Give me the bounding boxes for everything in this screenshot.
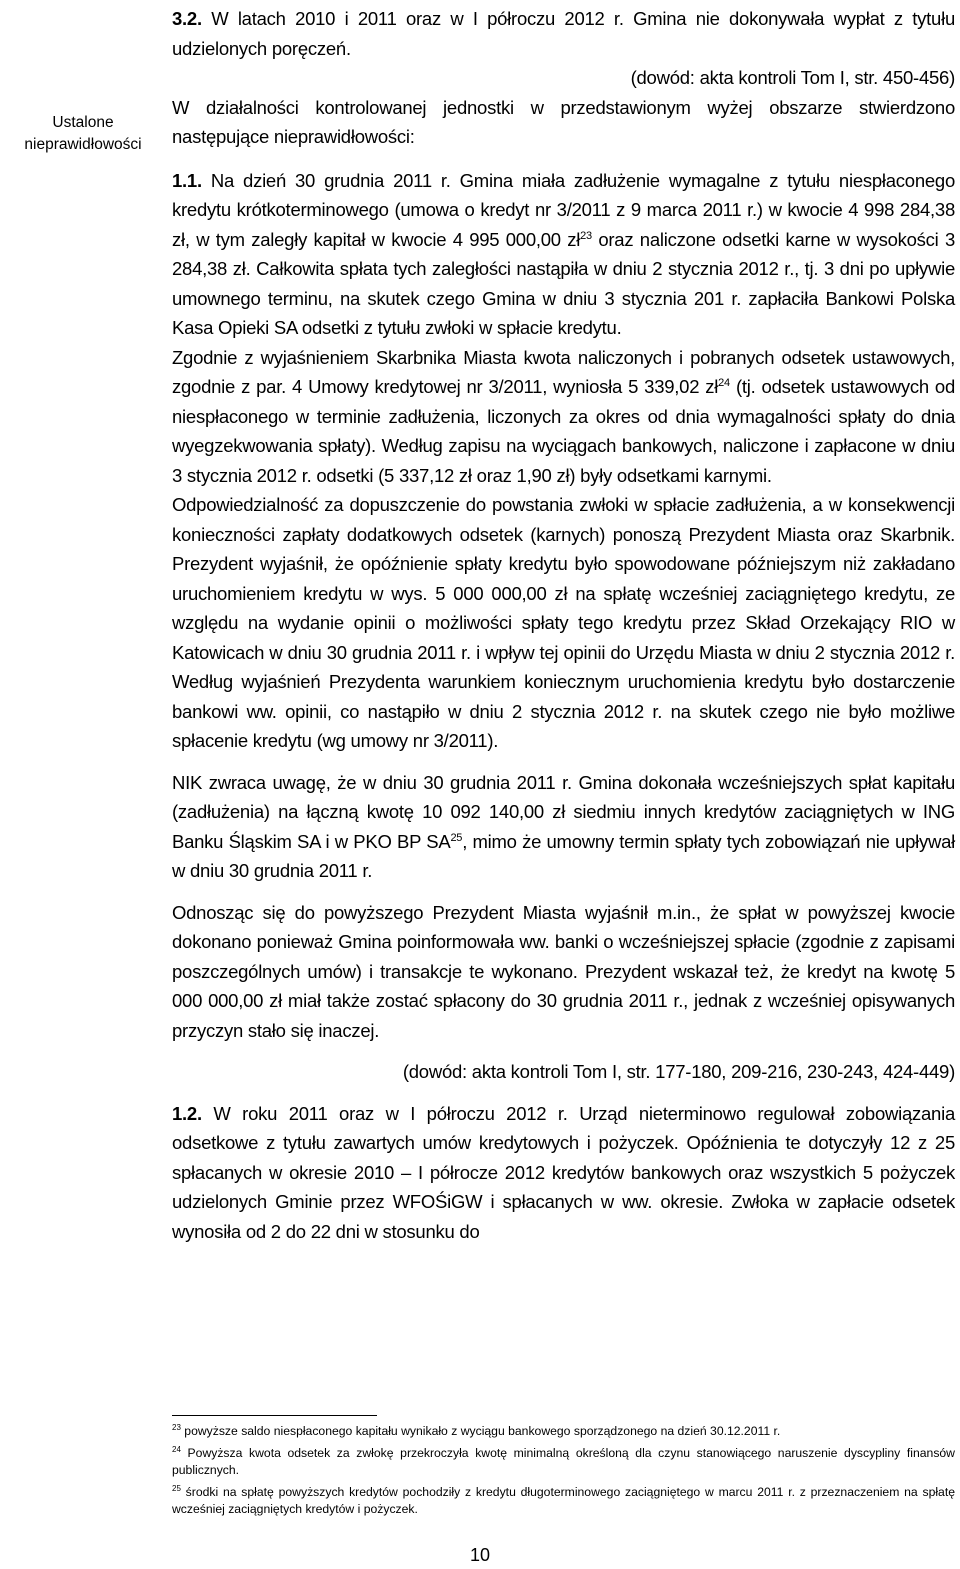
item1-paragraph4: NIK zwraca uwagę, że w dniu 30 grudnia 2011 r. Gmina dokonała wcześniejszych spłat kapitału (zadłużenia) na łączną kwotę 10 092 140,00 zł siedmiu innych kredytów zaciągniętych w ING Banku Śląskim SA i w PKO BP SA$^{25}$, mimo że umowny termin spłaty tych zobowiązań nie upływał w dniu 30 grudnia 2011 r. [172, 771, 955, 881]
item1-number: 1.1. [172, 169, 202, 191]
footnote-25: $^{25}$ środki na spłatę powyższych kredytów pochodziły z kredytu długoterminowego zaciągniętego w marcu 2011 r. z przeznaczeniem na spłatę wcześniej zaciągniętych kredytów i pożyczek. [172, 1484, 955, 1516]
margin-note [0, 112, 166, 156]
margin-note-line2: nieprawidłowości [24, 136, 142, 153]
page-number: 10 [469, 1545, 491, 1565]
footnote-ref-24: 24 [718, 377, 730, 389]
item1-paragraph2: Zgodnie z wyjaśnieniem Skarbnika Miasta kwota naliczonych i pobranych odsetek ustawowych, zgodnie z par. 4 Umowy kredytowej nr 3/2011, wyniosła 5 339,02 $zł^{24}$ (tj. odsetek ustawowych od niespłaconego w terminie zadłużenia, liczonych za okres od dnia wymagalności spłaty do dnia wyegzekwowania spłaty). Według zapisu na wyciągach bankowych, naliczone i zapłacone w dniu 3 stycznia 2012 r. odsetki (5 337,12 zł oraz 1,90 zł) były odsetkami karnymi. [172, 346, 955, 486]
footnote-24: $^{24}$ Powyższa kwota odsetek za zwłokę przekroczyła kwotę minimalną określoną dla czynu stanowiącego naruszenie dyscypliny finansów publicznych. [172, 1445, 955, 1477]
footnote-23: $^{23}$ powyższe saldo niespłaconego kapitału wynikało z wyciągu bankowego sporządzonego na dzień 30.12.2011 r. [172, 1423, 781, 1438]
document-body [172, 4, 955, 1246]
section-heading [172, 4, 955, 63]
section-evidence: (dowód: akta kontroli Tom I, str. 450-456) [630, 67, 955, 88]
item2-paragraph: 1.2. W roku 2011 oraz w I półroczu 2012 r. Urząd nieterminowo regulował zobowiązania odsetkowe z tytułu zawartych umów kredytowych i pożyczek. Opóźnienia te dotyczyły 12 z 25 spłacanych w okresie 2010 – I półrocze 2012 kredytów bankowych oraz wszystkich 5 pożyczek udzielonych Gminie przez WFOŚiGW i spłacanych w ww. okresie. Zwłoka w zapłacie odsetek wynosiła od 2 do 22 dni w stosunku do [172, 1102, 955, 1242]
section-number: 3.2. [172, 8, 202, 29]
intro-paragraph: W działalności kontrolowanej jednostki w przedstawionym wyżej obszarze stwierdzono następujące nieprawidłowości: [172, 96, 955, 147]
item1-paragraph3: Odpowiedzialność za dopuszczenie do powstania zwłoki w spłacie zadłużenia, a w konsekwencji konieczności zapłaty dodatkowych odsetek (karnych) ponoszą Prezydent Miasta oraz Skarbnik. Prezydent wyjaśnił, że opóźnienie spłaty kredytu było spowodowane późniejszym niż zakładano uruchomieniem kredytu w wys. 5 000 000,00 zł na spłatę wcześniej zaciągniętego kredytu, ze względu na wydanie opinii o możliwości spłaty tego kredytu przez Skład Orzekający RIO w Katowicach w dniu 30 grudnia 2011 r. i wpływ tej opinii do Urzędu Miasta w dniu 2 stycznia 2012 r. Według wyjaśnień Prezydenta warunkiem koniecznym uruchomienia kredytu było dostarczenie bankowi ww. opinii, co nastąpiło w dniu 2 stycznia 2012 r. na skutek czego nie było możliwe spłacenie kredytu (wg umowy nr 3/2011). [172, 494, 955, 751]
item1-paragraph5: Odnosząc się do powyższego Prezydent Miasta wyjaśnił m.in., że spłat w powyższej kwocie dokonano ponieważ Gmina poinformowała ww. banki o wcześniejszej spłacie (zgodnie z zapisami poszczególnych umów) i transakcje te wykonano. Prezydent wskazał też, że kredyt na kwotę 5 000 000,00 zł miał także zostać spłacony do 30 grudnia 2011 r., jednak z wcześniej opisywanych przyczyn stało się inaczej. [172, 901, 955, 1041]
section-text: W latach 2010 i 2011 oraz w I półroczu 2012 r. Gmina nie dokonywała wypłat z tytułu udzielonych poręczeń. [172, 8, 955, 59]
footnote-ref-25: 25 [450, 831, 463, 844]
item2-number: 1.2. [172, 1102, 202, 1124]
margin-note-line1: Ustalone [52, 114, 114, 131]
footnotes [172, 1423, 955, 1523]
item1-evidence: (dowód: akta kontroli Tom I, str. 177-180, 209-216, 230-243, 424-449) [402, 1061, 955, 1082]
footnote-separator [172, 1415, 377, 1416]
footnote-ref-23: 23 [580, 229, 592, 242]
item1-paragraph1: 1.1. Na dzień 30 grudnia 2011 r. Gmina miała zadłużenie wymagalne z tytułu niespłaconego kredytu krótkoterminowego (umowa o kredyt nr 3/2011 z 9 marca 2011 r.) w kwocie 4 998 284,38 zł, w tym zaległy kapitał w kwocie 4 995 000,00 $zł^{23}$ oraz naliczone odsetki karne w wysokości 3 284,38 zł. Całkowita spłata tych zaległości nastąpiła w dniu 2 stycznia 2012 r., tj. 3 dni po upływie umownego terminu, na skutek czego Gmina w dniu 3 stycznia 201 r. zapłaciła Bankowi Polska Kasa Opieki SA odsetki z tytułu zwłoki w spłacie kredytu. [172, 169, 955, 338]
